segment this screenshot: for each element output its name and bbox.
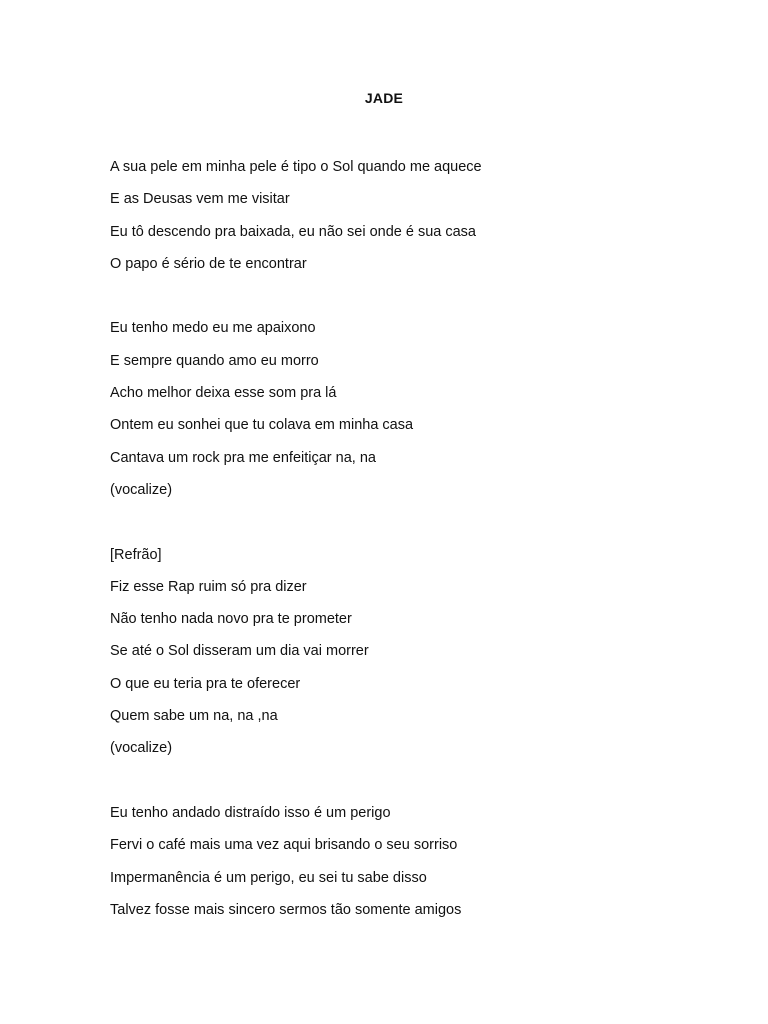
lyric-line: Eu tô descendo pra baixada, eu não sei onde é sua casa (110, 223, 476, 240)
lyrics-body (110, 151, 730, 958)
lyric-line: Quem sabe um na, na ,na (110, 708, 278, 725)
lyric-line: Ontem eu sonhei que tu colava em minha casa (110, 417, 414, 434)
lyric-line: Impermanência é um perigo, eu sei tu sabe disso (110, 869, 427, 886)
lyric-line: Se até o Sol disseram um dia vai morrer (110, 643, 369, 660)
lyric-line: E sempre quando amo eu morro (110, 352, 319, 369)
lyric-line: Fervi o café mais uma vez aqui brisando o seu sorriso (110, 837, 458, 854)
lyric-line: Acho melhor deixa esse som pra lá (110, 385, 337, 402)
lyric-line: Cantava um rock pra me enfeitiçar na, na (110, 449, 376, 466)
stanza-4 (110, 797, 730, 926)
lyric-line: (vocalize) (110, 740, 173, 757)
lyric-line: A sua pele em minha pele é tipo o Sol quando me aquece (110, 159, 482, 175)
stanza-3 (110, 539, 730, 765)
stanza-1 (110, 151, 730, 280)
lyric-line: E as Deusas vem me visitar (110, 191, 290, 208)
lyric-line: Fiz esse Rap ruim só pra dizer (110, 578, 307, 595)
lyric-line: [Refrão] (110, 546, 162, 563)
lyric-line: (vocalize) (110, 481, 173, 498)
document-title: JADE (364, 90, 404, 106)
lyric-line: Talvez fosse mais sincero sermos tão somente amigos (110, 901, 462, 918)
lyric-line: O papo é sério de te encontrar (110, 255, 307, 272)
lyric-line: O que eu teria pra te oferecer (110, 675, 301, 692)
lyric-line: Eu tenho andado distraído isso é um perigo (110, 804, 391, 821)
stanza-2 (110, 312, 730, 506)
lyric-line: Eu tenho medo eu me apaixono (110, 320, 316, 337)
lyric-line: Não tenho nada novo pra te prometer (110, 611, 352, 628)
